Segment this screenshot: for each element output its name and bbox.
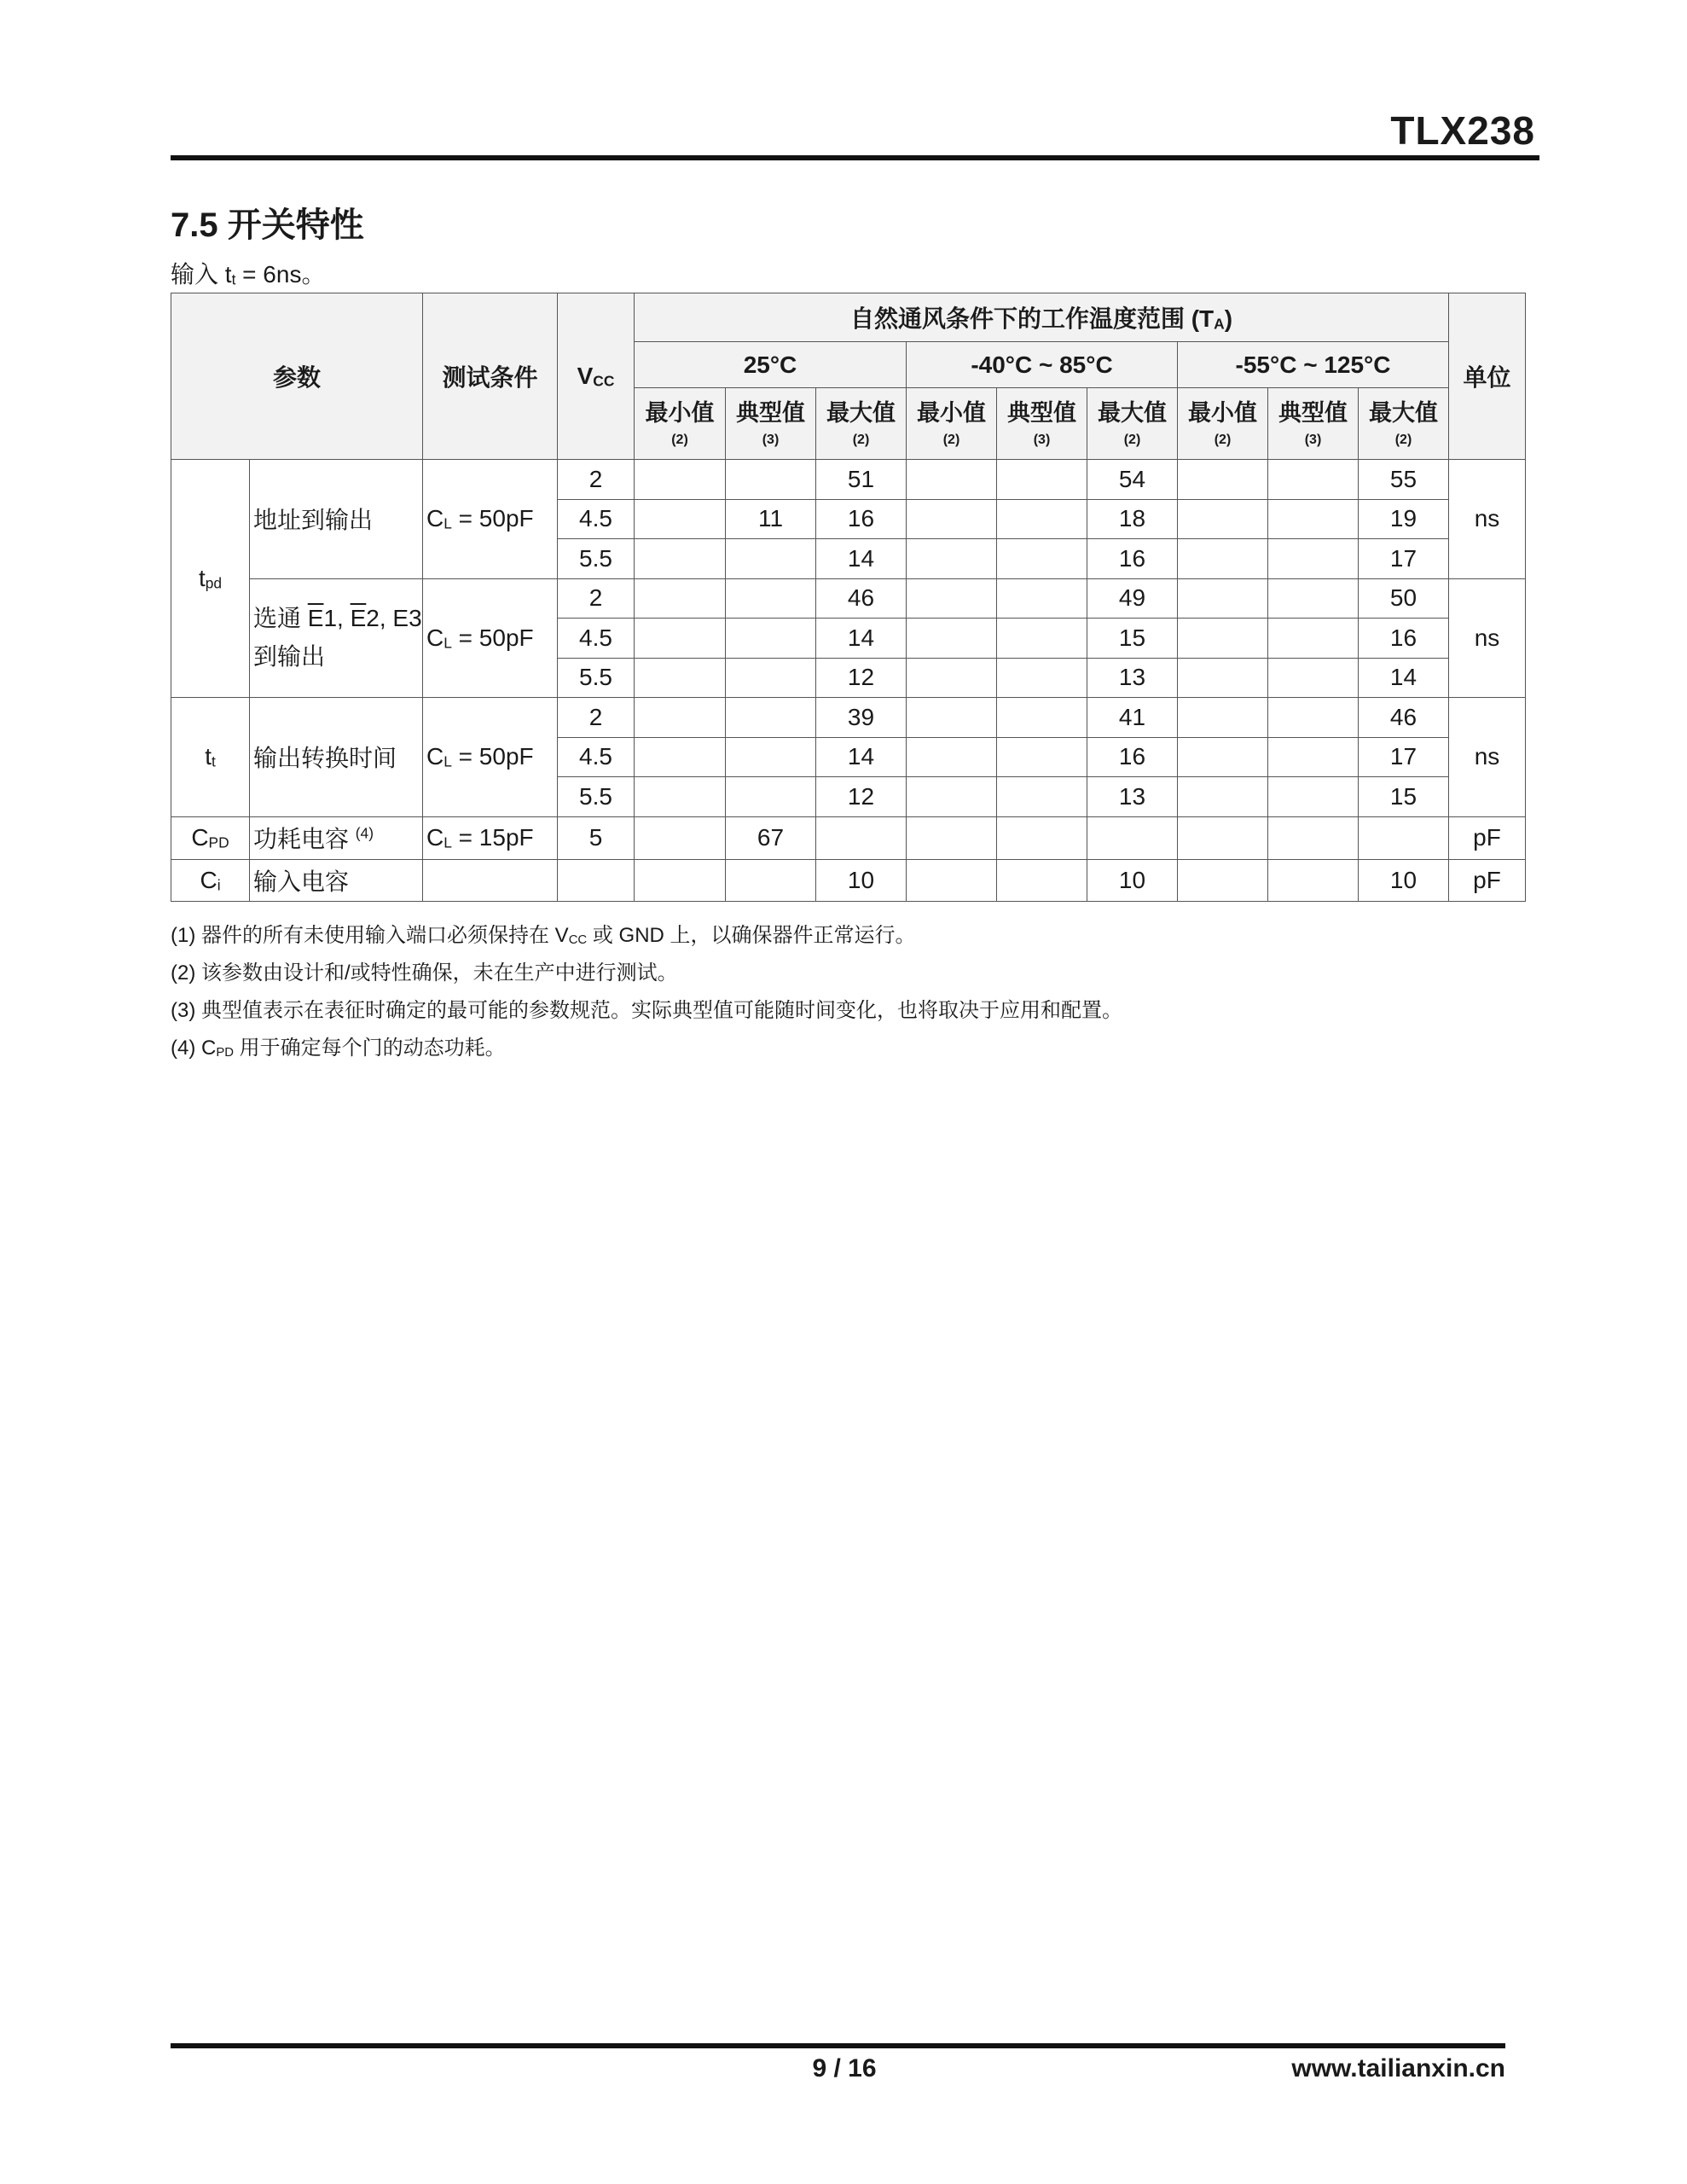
max-value: 16 — [816, 499, 907, 539]
header-max: 最大值 (2) — [816, 388, 907, 460]
max-value: 10 — [816, 859, 907, 901]
symbol-tpd: $t_{pd}$ — [171, 460, 250, 698]
symbol-tt: $t_t$ — [171, 698, 250, 817]
max-value: 55 — [1359, 460, 1449, 500]
unit-value: pF — [1449, 816, 1526, 859]
header-min: 最小值 (2) — [1178, 388, 1268, 460]
max-value: 41 — [1087, 698, 1178, 738]
vcc-value: 5.5 — [558, 777, 635, 817]
max-value: 49 — [1087, 578, 1178, 619]
max-value: 18 — [1087, 499, 1178, 539]
table-row — [171, 816, 1526, 859]
param-power-capacitance: 功耗电容 $^{(4)}$ — [250, 816, 423, 859]
table-row — [171, 460, 1526, 500]
max-value: 46 — [1359, 698, 1449, 738]
max-value: 10 — [1359, 859, 1449, 901]
page-number: 9 / 16 — [812, 2054, 877, 2082]
max-value: 46 — [816, 578, 907, 619]
header-min: 最小值 (2) — [635, 388, 726, 460]
max-value: 14 — [1359, 658, 1449, 698]
header-rule — [171, 155, 1539, 160]
header-vcc: $V_{CC}$ — [558, 293, 635, 460]
note-4: (4) $C_{PD}$ 用于确定每个门的动态功耗。 — [171, 1037, 506, 1060]
vcc-value: 5 — [558, 816, 635, 859]
max-value: 14 — [816, 737, 907, 777]
max-value: 12 — [816, 777, 907, 817]
table-row — [171, 698, 1526, 738]
max-value: 39 — [816, 698, 907, 738]
header-temp-range: 自然通风条件下的工作温度范围 $(T_A)$ — [635, 293, 1449, 342]
vcc-value: 2 — [558, 460, 635, 500]
header-max: 最大值 (2) — [1359, 388, 1449, 460]
switching-characteristics-table — [171, 293, 1526, 902]
test-condition: $C_L = 50pF$ — [423, 460, 558, 579]
vcc-value: 4.5 — [558, 619, 635, 659]
section-title: 7.5 开关特性 — [171, 206, 364, 244]
header-temp-25c: 25°C — [635, 342, 907, 388]
vcc-value: 4.5 — [558, 737, 635, 777]
unit-value: pF — [1449, 859, 1526, 901]
max-value: 16 — [1087, 539, 1178, 579]
vcc-value: 2 — [558, 698, 635, 738]
website-link[interactable]: www.tailianxin.cn — [1291, 2054, 1505, 2082]
max-value: 17 — [1359, 539, 1449, 579]
max-value: 50 — [1359, 578, 1449, 619]
max-value: 54 — [1087, 460, 1178, 500]
max-value: 16 — [1359, 619, 1449, 659]
note-1: (1) 器件的所有未使用输入端口必须保持在 $V_{CC}$ 或 GND 上，以确保器件正常运行。 — [171, 924, 916, 948]
header-typ: 典型值 (3) — [726, 388, 816, 460]
max-value: 12 — [816, 658, 907, 698]
max-value: 19 — [1359, 499, 1449, 539]
test-condition: $C_L = 50pF$ — [423, 578, 558, 698]
unit-value: ns — [1449, 578, 1526, 698]
table-row — [171, 859, 1526, 901]
vcc-value: 5.5 — [558, 658, 635, 698]
max-value: 16 — [1087, 737, 1178, 777]
header-temp-125c: -55°C ~ 125°C — [1178, 342, 1449, 388]
header-param: 参数 — [171, 293, 423, 460]
max-value: 14 — [816, 619, 907, 659]
table-notes — [171, 917, 1122, 1067]
vcc-value: 4.5 — [558, 499, 635, 539]
header-unit: 单位 — [1449, 293, 1526, 460]
param-address-to-output: 地址到输出 — [250, 460, 423, 579]
test-condition: $C_L = 15pF$ — [423, 816, 558, 859]
header-typ: 典型值 (3) — [1268, 388, 1359, 460]
header-max: 最大值 (2) — [1087, 388, 1178, 460]
max-value: 14 — [816, 539, 907, 579]
symbol-ci: $C_i$ — [171, 859, 250, 901]
param-transition-time: 输出转换时间 — [250, 698, 423, 817]
vcc-value: 2 — [558, 578, 635, 619]
param-input-capacitance: 输入电容 — [250, 859, 423, 901]
document-title: TLX238 — [1390, 108, 1535, 153]
header-test-condition: 测试条件 — [423, 293, 558, 460]
max-value: 51 — [816, 460, 907, 500]
max-value: 15 — [1359, 777, 1449, 817]
test-condition: $C_L = 50pF$ — [423, 698, 558, 817]
header-typ: 典型值 (3) — [997, 388, 1087, 460]
typ-value: 67 — [726, 816, 816, 859]
max-value: 15 — [1087, 619, 1178, 659]
max-value: 13 — [1087, 658, 1178, 698]
param-select-to-output: 选通 $\overline{E}1$, $\overline{E}2$, E3 到输出 — [250, 578, 423, 698]
unit-value: ns — [1449, 460, 1526, 579]
header-temp-85c: -40°C ~ 85°C — [907, 342, 1178, 388]
note-3: (3) 典型值表示在表征时确定的最可能的参数规范。实际典型值可能随时间变化，也将取决于应用和配置。 — [171, 999, 1122, 1022]
footer-rule — [171, 2043, 1505, 2048]
symbol-cpd: $C_{PD}$ — [171, 816, 250, 859]
unit-value: ns — [1449, 698, 1526, 817]
section-intro: 输入 $t_t = 6ns$。 — [171, 261, 326, 288]
max-value: 10 — [1087, 859, 1178, 901]
note-2: (2) 该参数由设计和/或特性确保，未在生产中进行测试。 — [171, 961, 678, 985]
max-value: 13 — [1087, 777, 1178, 817]
table-row — [171, 578, 1526, 619]
typ-value — [726, 539, 816, 579]
typ-value: 11 — [726, 499, 816, 539]
typ-value — [726, 460, 816, 500]
vcc-value: 5.5 — [558, 539, 635, 579]
header-min: 最小值 (2) — [907, 388, 997, 460]
max-value: 17 — [1359, 737, 1449, 777]
